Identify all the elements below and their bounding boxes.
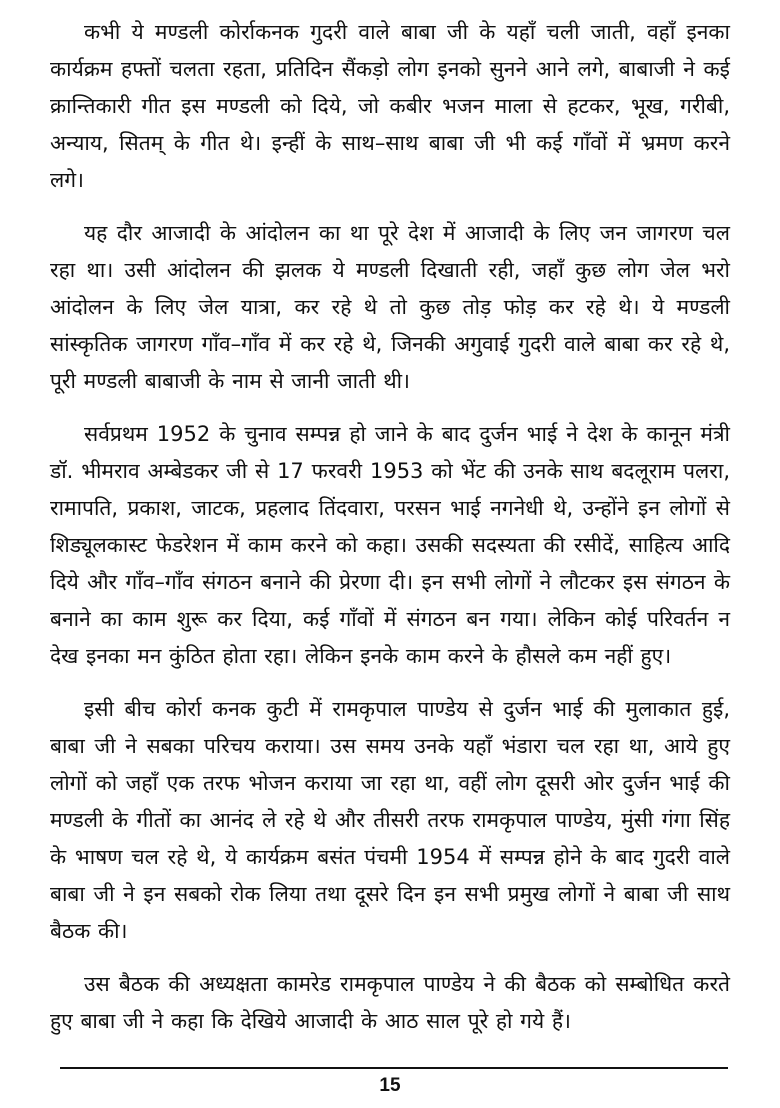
page-body [50,14,730,1054]
paragraph-3: सर्वप्रथम 1952 के चुनाव सम्पन्न हो जाने के बाद दुर्जन भाई ने देश के कानून मंत्री डॉ. भीमराव अम्बेडकर जी से 17 फरवरी 1953 को भेंट की उनके साथ बदलूराम पलरा, रामापति, प्रकाश, जाटक, प्रहलाद तिंदवारा, परसन भाई नगनेधी थे, उन्होंने इन लोगों से शिड्यूलकास्ट फेडरेशन में काम करने को कहा। उसकी सदस्यता की रसीदें, साहित्य आदि दिये और गाँव–गाँव संगठन बनाने की प्रेरणा दी। इन सभी लोगों ने लौटकर इस संगठन के बनाने का काम शुरू कर दिया, कई गाँवों में संगठन बन गया। लेकिन कोई परिवर्तन न देख इनका मन कुंठित होता रहा। लेकिन इनके काम करने के हौसले कम नहीं हुए। [50,422,730,668]
paragraph-4: इसी बीच कोर्रा कनक कुटी में रामकृपाल पाण्डेय से दुर्जन भाई की मुलाकात हुई, बाबा जी ने सबका परिचय कराया। उस समय उनके यहाँ भंडारा चल रहा था, आये हुए लोगों को जहाँ एक तरफ भोजन कराया जा रहा था, वहीं लोग दूसरी ओर दुर्जन भाई की मण्डली के गीतों का आनंद ले रहे थे और तीसरी तरफ रामकृपाल पाण्डेय, मुंसी गंगा सिंह के भाषण चल रहे थे, ये कार्यक्रम बसंत पंचमी 1954 में सम्पन्न होने के बाद गुदरी वाले बाबा जी ने इन सबको रोक लिया तथा दूसरे दिन इन सभी प्रमुख लोगों ने बाबा जी साथ बैठक की। [50,697,730,943]
paragraph-2: यह दौर आजादी के आंदोलन का था पूरे देश में आजादी के लिए जन जागरण चल रहा था। उसी आंदोलन की झलक ये मण्डली दिखाती रही, जहाँ कुछ लोग जेल भरो आंदोलन के लिए जेल यात्रा, कर रहे थे तो कुछ तोड़ फोड़ कर रहे थे। ये मण्डली सांस्कृतिक जागरण गाँव–गाँव में कर रहे थे, जिनकी अगुवाई गुदरी वाले बाबा कर रहे थे, पूरी मण्डली बाबाजी के नाम से जानी जाती थी। [50,221,730,393]
footer-divider [60,1067,728,1069]
paragraph-5: उस बैठक की अध्यक्षता कामरेड रामकृपाल पाण्डेय ने की बैठक को सम्बोधित करते हुए बाबा जी ने कहा कि देखिये आजादी के आठ साल पूरे हो गये हैं। [50,972,730,1033]
page-number: 15 [379,1075,401,1096]
paragraph-1: कभी ये मण्डली कोर्राकनक गुदरी वाले बाबा जी के यहाँ चली जाती, वहाँ इनका कार्यक्रम हफ्तों चलता रहता, प्रतिदिन सैंकड़ो लोग इनको सुनने आने लगे, बाबाजी ने कई क्रान्तिकारी गीत इस मण्डली को दिये, जो कबीर भजन माला से हटकर, भूख, गरीबी, अन्याय, सितम् के गीत थे। इन्हीं के साथ–साथ बाबा जी भी कई गाँवों में भ्रमण करने लगे। [50,20,730,192]
